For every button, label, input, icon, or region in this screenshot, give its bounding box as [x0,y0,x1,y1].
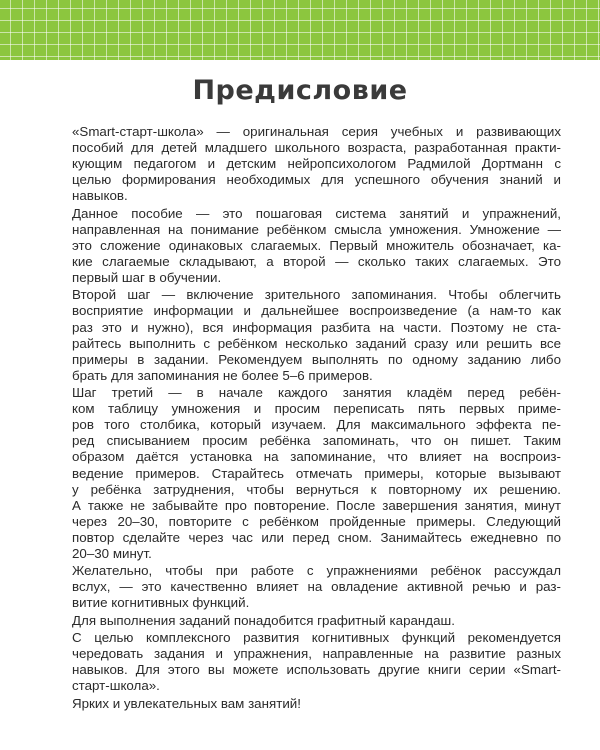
text-line: примеры в задании. Рекомендуем выполнять по одному заданию либо [72,351,561,367]
header-grid-band [0,0,600,60]
text-line: витие когнитивных функций. [72,595,250,611]
text-line: навыков. Для этого вы можете использовать другие книги серии «Smart- [72,662,561,678]
paragraph-1 [58,124,561,204]
text-line: Желательно, чтобы при работе с упражнениями ребёнок рассуждал [72,563,561,579]
paragraph-8 [58,696,561,712]
paragraph-4 [58,385,561,562]
text-line: старт-школа». [72,678,160,694]
text-line: ров того столбика, который изучаем. Для максимального эффекта пе- [72,417,561,433]
text-line: А также не забывайте про повторение. После завершения занятия, минут [72,497,561,513]
text-line: первый шаг в обучении. [72,270,222,286]
text-line: кующим педагогом и детским нейропсихологом Радмилой Дортманн с [72,156,561,172]
text-line: 20–30 минут. [72,546,152,561]
text-line: ком таблицу умножения и просим переписать пять первых приме- [72,401,561,417]
text-line: С целью комплексного развития когнитивных функций рекомендуется [72,630,561,646]
text-line: Ярких и увлекательных вам занятий! [72,695,301,711]
text-line: брать для запоминания не более 5–6 примеров. [72,367,373,383]
text-line: у ребёнка затруднения, чтобы вернуться к повторному их решению. [72,481,561,497]
text-line: райтесь выполнить с ребёнком несколько заданий сразу или решить все [72,335,561,351]
text-line: через 20–30, повторите с ребёнком пройденные примеры. Следующий [72,513,561,529]
text-line: Шаг третий — в начале каждого занятия кладём перед ребён- [72,385,561,401]
text-line: восприятие информации и дальнейшее воспроизведение (а нам-то как [72,303,561,319]
paragraph-5 [58,563,561,611]
paragraph-7 [58,630,561,694]
text-line: чередовать задания и упражнения, направленные на развитие разных [72,646,561,662]
text-line: Второй шаг — включение зрительного запоминания. Чтобы облегчить [72,287,561,303]
text-line: Для выполнения заданий понадобится графитный карандаш. [72,612,455,628]
paragraph-6 [58,613,561,629]
text-line: кие слагаемые складывают, а второй — сколько таких слагаемых. Это [72,253,561,269]
paragraph-2 [58,206,561,286]
preface-body [58,124,561,713]
text-line: ред списыванием просим ребёнка запоминать, что он пишет. Таким [72,433,561,449]
text-line: повтор сделайте через час или перед сном. Занимайтесь ежедневно по [72,529,561,545]
paragraph-3 [58,287,561,384]
text-line: пособий для детей младшего школьного возраста, разработанная практи- [72,140,561,156]
text-line: Данное пособие — это пошаговая система занятий и упражнений, [72,205,561,221]
page-title: Предисловие [192,75,408,106]
text-line: направленная на понимание ребёнком смысла умножения. Умножение — [72,221,561,237]
text-line: раз это и нужно), вся информация разбита на части. Поэтому не ста- [72,319,561,335]
text-line: навыков. [72,188,128,204]
text-line: целью формирования необходимых для успешного обучения знаний и [72,172,561,188]
text-line: это сложение одинаковых слагаемых. Первый множитель обозначает, ка- [72,237,561,253]
text-line: «Smart-старт-школа» — оригинальная серия учебных и развивающих [72,124,561,139]
text-line: вслух, — это качественно влияет на овладение активной речью и раз- [72,579,561,595]
text-line: образом даётся установка на запоминание, что влияет на воспроиз- [72,449,561,465]
text-line: ведение примеров. Старайтесь отмечать примеры, которые вызывают [72,465,561,481]
